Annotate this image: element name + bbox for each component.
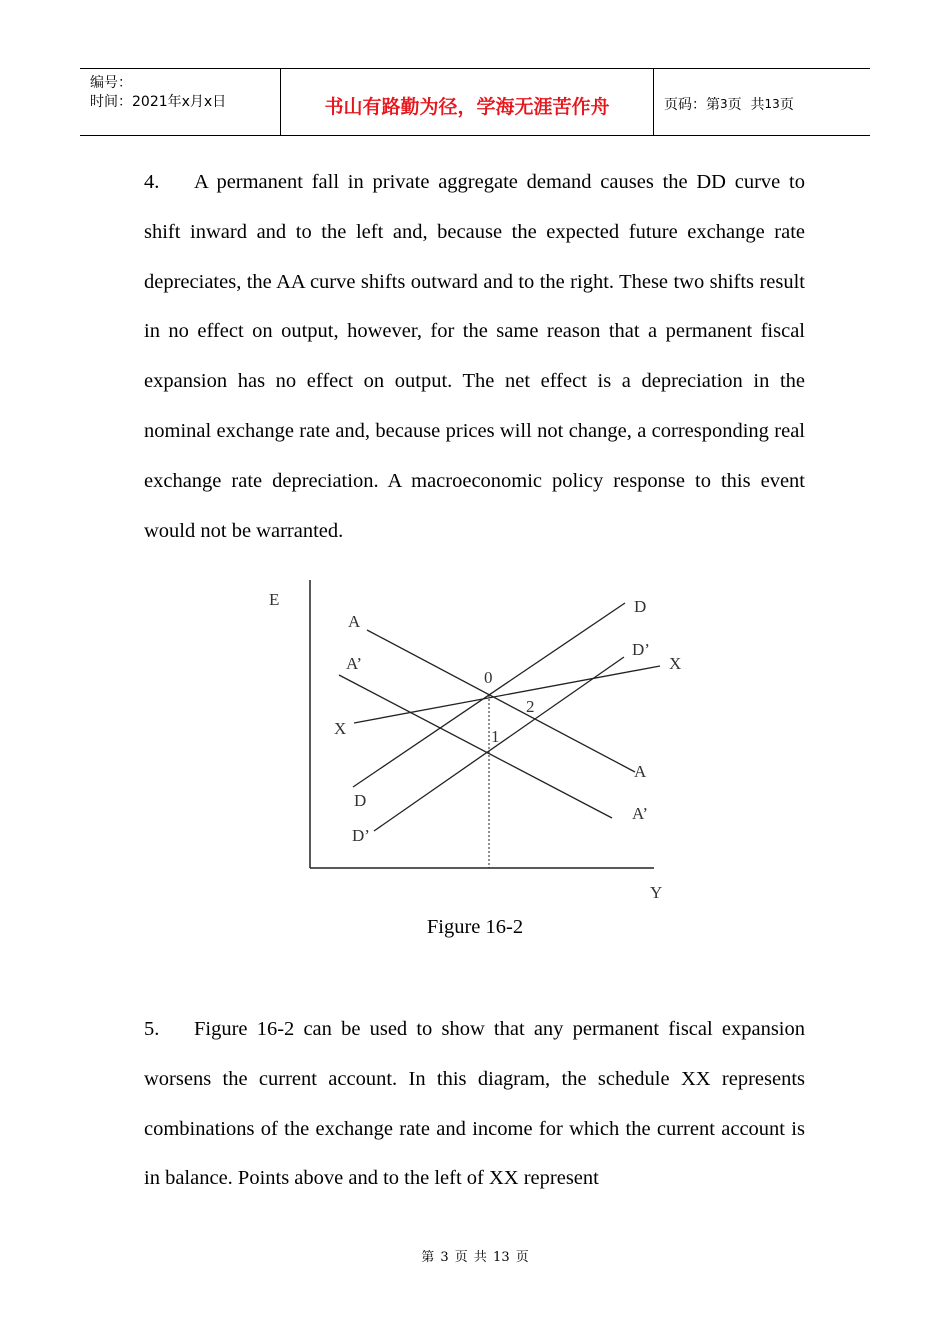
paragraph-4-text: A permanent fall in private aggregate demand causes the DD curve to shift inward and to the left and, because the expected future exchange rate depreciates, the AA curve shifts outward and to the right. These two shifts result in no effect on output, however, for the same reason that a permanent fiscal expansion has no effect on output. The net effect is a depreciation in the nominal exchange rate and, because prices will not change, a corresponding real exchange rate depreciation. A macroeconomic policy response to this event would not be warranted. bbox=[144, 171, 805, 542]
a-prime-curve bbox=[339, 675, 612, 818]
paragraph-5-number: 5. bbox=[144, 1018, 160, 1040]
paragraph-4 bbox=[144, 158, 805, 556]
label-a-top: A bbox=[348, 612, 361, 631]
paragraph-5 bbox=[144, 1005, 805, 1204]
figure-16-2-diagram bbox=[250, 575, 700, 905]
page-total: 13 bbox=[764, 97, 780, 111]
label-e: E bbox=[269, 590, 280, 609]
label-a-prime-top: A’ bbox=[346, 654, 363, 673]
header-motto: 书山有路勤为径，学海无涯苦作舟 bbox=[280, 69, 654, 135]
xx-curve bbox=[354, 666, 660, 723]
label-x-left: X bbox=[334, 719, 347, 738]
label-a-prime-bottom: A’ bbox=[632, 804, 649, 823]
label-point-0: 0 bbox=[484, 668, 493, 687]
figure-caption: Figure 16-2 bbox=[426, 916, 524, 938]
page-header bbox=[80, 68, 870, 136]
header-page-info bbox=[654, 69, 870, 135]
header-meta bbox=[80, 69, 280, 135]
label-d-top: D bbox=[634, 597, 647, 616]
label-d-prime-top: D’ bbox=[632, 640, 650, 659]
header-number-label: 编号： bbox=[90, 75, 132, 91]
paragraph-4-number: 4. bbox=[144, 171, 160, 193]
header-time-label: 时间：2021年x月x日 bbox=[90, 94, 227, 110]
page-mid: 页 共 bbox=[727, 97, 765, 113]
label-d-prime-bottom: D’ bbox=[352, 826, 370, 845]
label-point-1: 1 bbox=[491, 727, 500, 746]
page-suffix: 页 bbox=[779, 97, 794, 113]
label-y: Y bbox=[650, 883, 663, 902]
label-d-bottom: D bbox=[354, 791, 367, 810]
page-footer: 第 3 页 共 13 页 bbox=[421, 1250, 529, 1265]
page-current: 3 bbox=[720, 97, 728, 111]
label-a-bottom: A bbox=[634, 762, 647, 781]
label-x-right: X bbox=[669, 654, 682, 673]
paragraph-5-text: Figure 16-2 can be used to show that any permanent fiscal expansion worsens the current account. In this diagram, the schedule XX represents combinations of the exchange rate and income for which the current account is in balance. Points above and to the left of XX represent bbox=[144, 1018, 805, 1190]
page-prefix: 页码：第 bbox=[664, 97, 720, 113]
label-point-2: 2 bbox=[526, 697, 535, 716]
